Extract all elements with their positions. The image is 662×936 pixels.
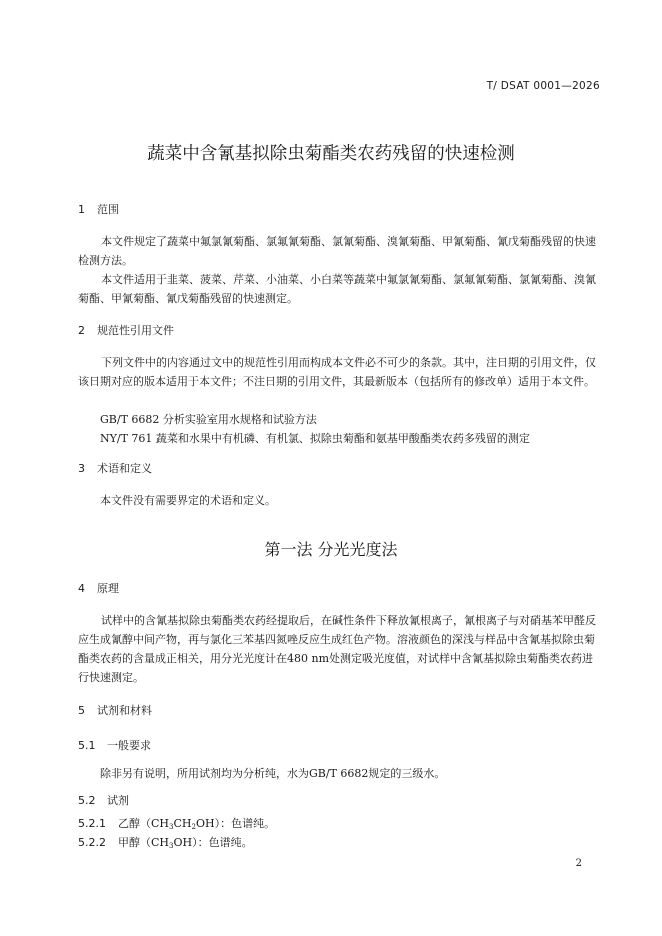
section-title: 试剂 [107,794,129,807]
section-4-heading [78,580,119,596]
section-1-heading [78,201,119,217]
document-code: T/ DSAT 0001—2026 [486,80,600,92]
section-5-1-paragraph-1: 除非另有说明，所用试剂均为分析纯，水为GB/T 6682规定的三级水。 [100,767,446,780]
section-title: 规范性引用文件 [97,324,174,337]
section-title: 试剂和材料 [97,704,152,717]
formula-part: （CH [140,817,170,830]
formula-subscript: 2 [191,823,196,831]
reagent-number: 5.2.1 [78,817,106,830]
section-number: 3 [78,462,85,475]
section-1-paragraph-2: 本文件适用于韭菜、菠菜、芹菜、小油菜、小白菜等蔬菜中氟氯氰菊酯、氯氟氰菊酯、氯氰菊酯、溴氰菊酯、甲氰菊酯、氰戊菊酯残留的快速测定。 [78,273,596,305]
reference-gb-t-6682: GB/T 6682 分析实验室用水规格和试验方法 [100,413,317,426]
section-1-paragraph-1: 本文件规定了蔬菜中氟氯氰菊酯、氯氟氰菊酯、氯氰菊酯、溴氰菊酯、甲氰菊酯、氰戊菊酯残留的快速检测方法。 [78,235,596,267]
reagent-ethanol [78,815,275,831]
page-number: 2 [575,858,582,869]
method-title: 第一法 分光光度法 [264,540,398,559]
reagent-name: 甲醇 [118,836,140,849]
reagent-number: 5.2.2 [78,836,106,849]
formula-subscript: 3 [169,842,174,850]
formula-part: （CH [140,836,170,849]
formula-part: OH）：色谱纯。 [195,817,276,830]
section-number: 5.1 [78,739,96,752]
reference-ny-t-761: NY/T 761 蔬菜和水果中有机磷、有机氯、拟除虫菊酯和氨基甲酸酯类农药多残留的测定 [100,432,530,445]
section-title: 范围 [97,203,119,216]
section-5-heading [78,702,152,718]
section-number: 4 [78,582,85,595]
section-number: 1 [78,203,85,216]
section-title: 原理 [97,582,119,595]
formula-subscript: 3 [169,823,174,831]
reagent-methanol [78,834,253,850]
section-2-paragraph-1: 下列文件中的内容通过文中的规范性引用而构成本文件必不可少的条款。其中，注日期的引用文件，仅该日期对应的版本适用于本文件；不注日期的引用文件，其最新版本（包括所有的修改单）适用于本文件。 [78,356,596,388]
section-3-paragraph-1: 本文件没有需要界定的术语和定义。 [100,494,276,507]
formula-part: CH [173,817,192,830]
section-2-heading [78,322,174,338]
section-5-1-heading [78,737,151,753]
section-title: 术语和定义 [97,462,152,475]
section-4-paragraph-1: 试样中的含氰基拟除虫菊酯类农药经提取后，在碱性条件下释放氰根离子，氰根离子与对硝基苯甲醛反应生成氰醇中间产物，再与氯化三苯基四氮唑反应生成红色产物。溶液颜色的深浅与样品中含氰基拟除虫菊酯类农药的含量成正相关，用分光光度计在480 nm处测定吸光度值，对试样中含氰基拟除虫菊酯类农药进行快速测定。 [78,614,596,684]
section-title: 一般要求 [107,739,151,752]
section-number: 2 [78,324,85,337]
formula-part: OH）：色谱纯。 [173,836,253,849]
section-5-2-heading [78,792,129,808]
page-title: 蔬菜中含氰基拟除虫菊酯类农药残留的快速检测 [147,144,515,164]
reagent-name: 乙醇 [118,817,140,830]
section-3-heading [78,460,152,476]
section-number: 5 [78,704,85,717]
section-number: 5.2 [78,794,96,807]
